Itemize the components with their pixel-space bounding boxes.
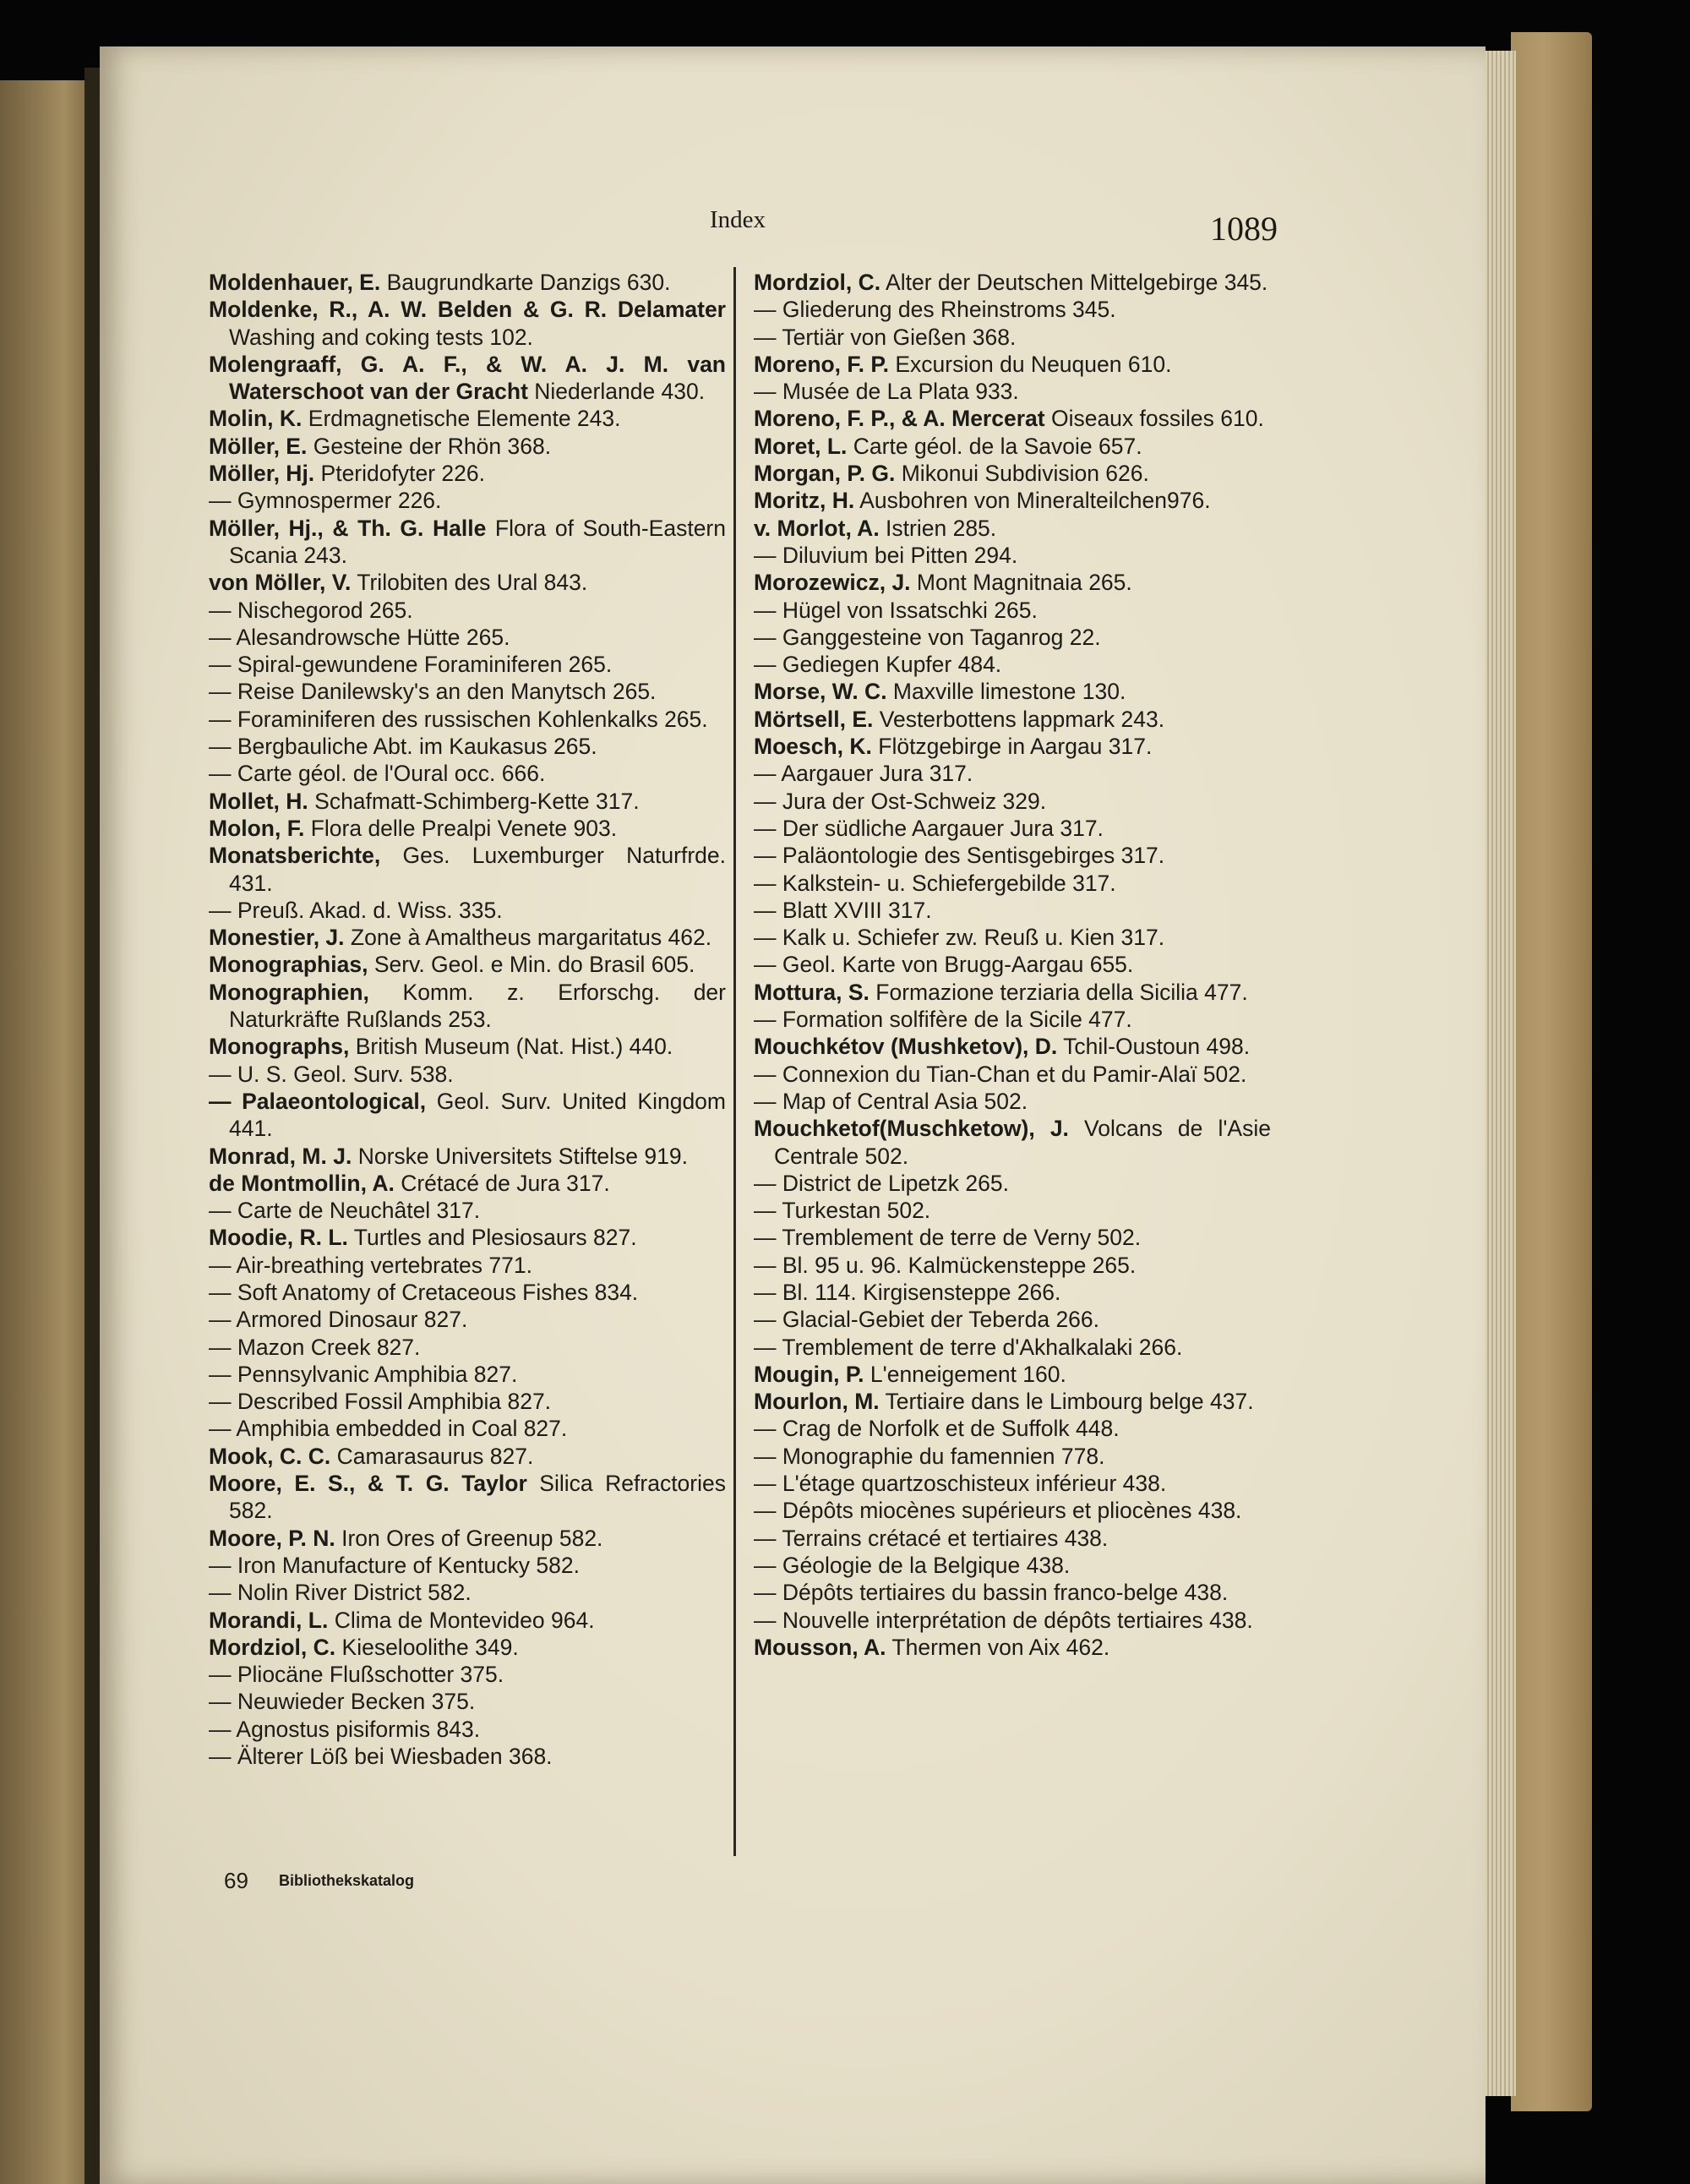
index-entry [209, 760, 726, 787]
index-entry-title: — Geol. Karte von Brugg-Aargau 655. [754, 952, 1134, 978]
index-entry [754, 815, 1271, 842]
index-entry-author: Moodie, R. L. [209, 1225, 348, 1251]
index-entry-title: Flötzgebirge in Aargau 317. [871, 734, 1153, 760]
index-entry-title: — Bl. 95 u. 96. Kalmückensteppe 265. [754, 1252, 1137, 1278]
index-entry-title: Excursion du Neuquen 610. [889, 351, 1172, 377]
index-entry [754, 788, 1271, 815]
index-entry-author: Moldenke, R., A. W. Belden & G. R. Delamater [209, 297, 726, 323]
index-entry-title: Geol. Surv. United Kingdom 441. [229, 1088, 726, 1142]
index-entry [209, 924, 726, 951]
index-column-right [754, 269, 1271, 1661]
index-entry-title: — Der südliche Aargauer Jura 317. [754, 815, 1104, 841]
index-entry-title: — Monographie du famennien 778. [754, 1443, 1105, 1469]
index-column-left [209, 269, 726, 1770]
index-entry [754, 1361, 1271, 1388]
index-entry [209, 1252, 726, 1279]
index-entry-title: Trilobiten des Ural 843. [351, 570, 588, 596]
index-entry [209, 1579, 726, 1606]
index-entry-title: — Tertiär von Gießen 368. [754, 324, 1017, 350]
index-entry [209, 1743, 726, 1770]
index-entry [754, 760, 1271, 787]
running-header-title: Index [710, 206, 766, 233]
index-entry [754, 1061, 1271, 1088]
index-entry [754, 733, 1271, 760]
index-entry [754, 433, 1271, 460]
index-entry [754, 1306, 1271, 1333]
index-entry [754, 1470, 1271, 1497]
index-entry-title: — Carte géol. de l'Oural occ. 666. [209, 761, 546, 787]
index-entry-title: — Mazon Creek 827. [209, 1334, 421, 1360]
index-entry [209, 1607, 726, 1634]
index-entry-title: Erdmagnetische Elemente 243. [302, 406, 621, 432]
index-entry-title: — Soft Anatomy of Cretaceous Fishes 834. [209, 1279, 639, 1305]
index-entry [754, 1006, 1271, 1033]
index-entry-title: Norske Universitets Stiftelse 919. [352, 1143, 688, 1169]
index-entry-title: Mont Magnitnaia 265. [910, 570, 1132, 596]
index-entry-author: Moore, P. N. [209, 1525, 335, 1551]
index-entry [754, 405, 1271, 432]
index-entry-title: — Aargauer Jura 317. [754, 761, 973, 787]
index-entry-title: Iron Ores of Greenup 582. [335, 1525, 603, 1551]
index-entry [209, 706, 726, 733]
index-entry-title: — Carte de Neuchâtel 317. [209, 1198, 481, 1224]
index-entry [209, 269, 726, 296]
index-entry-title: — Agnostus pisiformis 843. [209, 1716, 481, 1742]
index-entry-author: Moore, E. S., & T. G. Taylor [209, 1471, 527, 1497]
index-entry [209, 433, 726, 460]
index-entry-title: Thermen von Aix 462. [886, 1634, 1110, 1660]
index-entry [754, 487, 1271, 514]
index-entry-author: Möller, Hj. [209, 461, 315, 487]
index-entry [209, 1388, 726, 1415]
index-entry-author: Mollet, H. [209, 788, 308, 814]
index-entry [754, 515, 1271, 542]
index-entry-title: — District de Lipetzk 265. [754, 1170, 1009, 1196]
index-entry [209, 1634, 726, 1661]
index-entry-title: — Formation solfifère de la Sicile 477. [754, 1007, 1132, 1033]
signature-number: 69 [224, 1868, 248, 1893]
index-entry-title: Oiseaux fossiles 610. [1044, 406, 1264, 432]
index-entry [754, 979, 1271, 1006]
index-entry [209, 1470, 726, 1525]
index-entry [754, 1252, 1271, 1279]
index-entry-title: — Iron Manufacture of Kentucky 582. [209, 1552, 580, 1578]
index-entry-title: — Amphibia embedded in Coal 827. [209, 1416, 568, 1442]
index-entry-title: — Géologie de la Belgique 438. [754, 1552, 1071, 1578]
index-entry-title: Kieseloolithe 349. [335, 1634, 519, 1660]
index-entry-title: — Nouvelle interprétation de dépôts tertiaires 438. [754, 1607, 1253, 1633]
index-entry [209, 897, 726, 924]
index-entry-title: — Diluvium bei Pitten 294. [754, 542, 1018, 568]
index-entry-title: Niederlande 430. [527, 379, 706, 405]
index-entry-title: — Turkestan 502. [754, 1198, 931, 1224]
index-entry [754, 1552, 1271, 1579]
index-entry [209, 951, 726, 978]
index-entry [754, 597, 1271, 624]
index-entry-title: — Spiral-gewundene Foraminiferen 265. [209, 652, 613, 678]
index-entry-title: — Ganggesteine von Taganrog 22. [754, 624, 1101, 650]
index-entry-author: Monographias, [209, 952, 368, 978]
index-entry [754, 678, 1271, 705]
index-entry-title: Washing and coking tests 102. [229, 324, 533, 350]
index-entry-title: Camarasaurus 827. [330, 1443, 534, 1469]
index-entry-title: Turtles and Plesiosaurs 827. [347, 1225, 637, 1251]
index-entry [754, 296, 1271, 323]
index-entry-author: Monographs, [209, 1034, 350, 1060]
index-entry-author: Molin, K. [209, 406, 303, 432]
index-entry [209, 1306, 726, 1333]
index-entry-title: Vesterbottens lappmark 243. [873, 706, 1165, 732]
index-entry [209, 1661, 726, 1688]
index-entry-title: — Paläontologie des Sentisgebirges 317. [754, 843, 1165, 869]
index-entry [209, 1361, 726, 1388]
index-entry-title: — Bl. 114. Kirgisensteppe 266. [754, 1279, 1061, 1305]
index-entry [209, 487, 726, 514]
index-entry-author: Monographien, [209, 979, 369, 1005]
index-entry [754, 269, 1271, 296]
index-entry [209, 788, 726, 815]
index-entry [209, 678, 726, 705]
index-entry-title: — Tremblement de terre d'Akhalkalaki 266. [754, 1334, 1183, 1360]
index-entry-title: — Crag de Norfolk et de Suffolk 448. [754, 1416, 1120, 1442]
index-entry-title: Flora of South-Eastern Scania 243. [229, 515, 726, 568]
index-entry-title: — Pennsylvanic Amphibia 827. [209, 1361, 518, 1387]
index-entry [754, 870, 1271, 897]
index-entry-title: Schafmatt-Schimberg-Kette 317. [308, 788, 640, 814]
index-entry [754, 897, 1271, 924]
index-entry [754, 1170, 1271, 1197]
index-entry-title: Maxville limestone 130. [886, 679, 1126, 705]
index-entry-author: Moreno, F. P., & A. Mercerat [754, 406, 1045, 432]
index-entry [754, 951, 1271, 978]
index-entry-title: British Museum (Nat. Hist.) 440. [349, 1034, 673, 1060]
index-entry [209, 815, 726, 842]
index-entry [209, 597, 726, 624]
index-entry-title: Alter der Deutschen Mittelgebirge 345. [880, 270, 1268, 295]
index-entry-title: — Alesandrowsche Hütte 265. [209, 624, 510, 650]
index-entry [209, 1279, 726, 1306]
index-entry-author: Morandi, L. [209, 1607, 329, 1633]
index-entry-title: — Nischegorod 265. [209, 597, 413, 623]
index-entry-title: — Blatt XVIII 317. [754, 897, 932, 923]
index-entry-title: Flora delle Prealpi Venete 903. [304, 815, 618, 841]
index-entry-author: Möller, Hj., & Th. G. Halle [209, 515, 487, 541]
index-entry [209, 1716, 726, 1743]
index-entry-title: Istrien 285. [879, 515, 997, 541]
index-entry [209, 460, 726, 487]
index-entry [209, 1415, 726, 1442]
index-entry-author: v. Morlot, A. [754, 515, 880, 541]
index-entry-title: — Armored Dinosaur 827. [209, 1307, 468, 1333]
index-entry-title: — Musée de La Plata 933. [754, 379, 1019, 405]
index-entry-title: Volcans de l'Asie Centrale 502. [774, 1116, 1271, 1169]
index-entry-author: Mordziol, C. [209, 1634, 336, 1660]
index-entry [209, 1033, 726, 1060]
index-entry-author: Mourlon, M. [754, 1389, 880, 1415]
index-entry-title: Komm. z. Erforschg. der Naturkräfte Rußlands 253. [229, 979, 726, 1033]
index-entry-author: Moreno, F. P. [754, 351, 890, 377]
index-entry-author: Monatsberichte, [209, 843, 381, 869]
index-entry [754, 1415, 1271, 1442]
index-entry [754, 1497, 1271, 1524]
index-entry-title: Mikonui Subdivision 626. [895, 461, 1149, 487]
index-entry [754, 1607, 1271, 1634]
index-entry-title: Baugrundkarte Danzigs 630. [380, 270, 671, 295]
index-entry [209, 405, 726, 432]
index-entry-title: Clima de Montevideo 964. [328, 1607, 595, 1633]
index-entry-author: Morgan, P. G. [754, 461, 896, 487]
index-entry [209, 515, 726, 570]
index-entry [209, 1143, 726, 1170]
index-entry-author: Mousson, A. [754, 1634, 886, 1660]
index-entry [209, 1170, 726, 1197]
index-entry [754, 651, 1271, 678]
index-entry-author: Mouchketof(Muschketow), J. [754, 1116, 1069, 1142]
index-entry-author: Mörtsell, E. [754, 706, 874, 732]
index-entry-author: Möller, E. [209, 433, 308, 459]
index-entry [209, 1552, 726, 1579]
index-entry-title: — Tremblement de terre de Verny 502. [754, 1225, 1142, 1251]
index-entry [209, 569, 726, 596]
index-entry [209, 1525, 726, 1552]
index-entry [754, 1525, 1271, 1552]
index-entry-title: Carte géol. de la Savoie 657. [847, 433, 1142, 459]
index-entry-author: Moesch, K. [754, 734, 872, 760]
index-entry-author: Moldenhauer, E. [209, 270, 381, 295]
index-entry [209, 733, 726, 760]
index-entry-author: Mordziol, C. [754, 270, 881, 295]
index-entry [209, 1688, 726, 1715]
index-entry [754, 1279, 1271, 1306]
index-entry-author: Molengraaff, G. A. F., & W. A. J. M. van Waterschoot van der Gracht [209, 351, 726, 405]
book-cover-right [1511, 32, 1592, 2111]
index-entry-title: — Gediegen Kupfer 484. [754, 652, 1002, 678]
index-entry-title: — Hügel von Issatschki 265. [754, 597, 1038, 623]
index-entry [209, 624, 726, 651]
index-entry [754, 1579, 1271, 1606]
index-entry-author: Mook, C. C. [209, 1443, 331, 1469]
index-entry-title: — Nolin River District 582. [209, 1580, 472, 1606]
index-entry [754, 378, 1271, 405]
index-entry-title: — Dépôts miocènes supérieurs et pliocènes 438. [754, 1498, 1242, 1524]
index-entry-author: Morozewicz, J. [754, 570, 911, 596]
index-entry [754, 1033, 1271, 1060]
index-entry [209, 842, 726, 897]
index-entry-title: — L'étage quartzoschisteux inférieur 438. [754, 1471, 1167, 1497]
index-entry-title: — Neuwieder Becken 375. [209, 1689, 476, 1715]
index-entry-title: — Described Fossil Amphibia 827. [209, 1389, 552, 1415]
index-entry-title: — Reise Danilewsky's an den Manytsch 265. [209, 679, 657, 705]
column-divider [733, 267, 736, 1856]
index-entry [209, 1088, 726, 1143]
index-entry [754, 569, 1271, 596]
index-entry-title: — U. S. Geol. Surv. 538. [209, 1061, 454, 1087]
index-entry [754, 1088, 1271, 1115]
index-entry-title: — Glacial-Gebiet der Teberda 266. [754, 1307, 1100, 1333]
index-entry [754, 1197, 1271, 1224]
index-entry [754, 1634, 1271, 1661]
index-entry-title: — Älterer Löß bei Wiesbaden 368. [209, 1744, 553, 1770]
index-entry [754, 324, 1271, 351]
index-entry-title: — Kalk u. Schiefer zw. Reuß u. Kien 317. [754, 925, 1165, 951]
index-entry-author: von Möller, V. [209, 570, 352, 596]
index-entry-title: — Terrains crétacé et tertiaires 438. [754, 1525, 1109, 1551]
index-entry [209, 979, 726, 1034]
index-entry-title: — Dépôts tertiaires du bassin franco-belge 438. [754, 1580, 1229, 1606]
index-entry [754, 706, 1271, 733]
index-entry [754, 924, 1271, 951]
index-entry-title: — Foraminiferen des russischen Kohlenkalks 265. [209, 706, 708, 732]
index-entry-title: Pteridofyter 226. [314, 461, 485, 487]
index-entry-author: Monrad, M. J. [209, 1143, 352, 1169]
index-entry-title: Silica Refractories 582. [229, 1471, 726, 1524]
index-entry [754, 624, 1271, 651]
index-entry-author: Morse, W. C. [754, 679, 887, 705]
index-entry [209, 1197, 726, 1224]
index-entry [209, 296, 726, 351]
index-entry-title: — Pliocäne Flußschotter 375. [209, 1662, 504, 1688]
index-entry-title: Crétacé de Jura 317. [394, 1170, 610, 1196]
index-entry [754, 351, 1271, 378]
index-entry-author: Mouchkétov (Mushketov), D. [754, 1034, 1058, 1060]
index-entry-author: Molon, F. [209, 815, 305, 841]
index-entry [754, 542, 1271, 569]
index-entry-title: Tertiaire dans le Limbourg belge 437. [879, 1389, 1254, 1415]
index-entry [754, 1115, 1271, 1170]
index-entry-author: Mottura, S. [754, 979, 870, 1005]
index-entry [754, 1443, 1271, 1470]
index-entry [209, 1224, 726, 1251]
index-entry-author: Monestier, J. [209, 925, 345, 951]
index-entry-title: — Bergbauliche Abt. im Kaukasus 265. [209, 734, 597, 760]
index-entry-title: — Air-breathing vertebrates 771. [209, 1252, 532, 1278]
index-entry-author: de Montmollin, A. [209, 1170, 395, 1196]
index-entry-title: Gesteine der Rhön 368. [307, 433, 552, 459]
index-entry-title: L'enneigement 160. [864, 1361, 1066, 1387]
index-entry-author: — Palaeontological, [209, 1088, 427, 1114]
index-entry-title: Ausbohren von Mineralteilchen976. [854, 488, 1211, 514]
index-entry-title: — Connexion du Tian-Chan et du Pamir-Alaï 502. [754, 1061, 1247, 1087]
index-entry-title: Formazione terziaria della Sicilia 477. [869, 979, 1248, 1005]
signature-label: Bibliothekskatalog [279, 1872, 415, 1889]
index-entry [754, 460, 1271, 487]
index-entry-title: — Jura der Ost-Schweiz 329. [754, 788, 1047, 814]
index-entry [209, 1061, 726, 1088]
index-entry-title: — Map of Central Asia 502. [754, 1088, 1028, 1114]
index-entry-author: Mougin, P. [754, 1361, 864, 1387]
index-entry-title: — Gymnospermer 226. [209, 488, 442, 514]
book-cover-left [0, 80, 91, 2184]
index-entry [754, 1224, 1271, 1251]
index-entry-author: Moret, L. [754, 433, 848, 459]
page-number: 1089 [1210, 210, 1278, 248]
index-entry [209, 351, 726, 406]
index-entry-title: Serv. Geol. e Min. do Brasil 605. [368, 952, 695, 978]
index-entry-author: Moritz, H. [754, 488, 855, 514]
index-entry [754, 1388, 1271, 1415]
index-entry-title: — Kalkstein- u. Schiefergebilde 317. [754, 870, 1116, 896]
index-entry-title: — Preuß. Akad. d. Wiss. 335. [209, 897, 503, 923]
index-entry [209, 1443, 726, 1470]
index-entry [209, 651, 726, 678]
index-entry [754, 1334, 1271, 1361]
index-entry [209, 1334, 726, 1361]
index-entry [754, 842, 1271, 869]
index-entry-title: Ges. Luxemburger Naturfrde. 431. [229, 843, 726, 896]
index-entry-title: Zone à Amaltheus margaritatus 462. [344, 925, 712, 951]
index-entry-title: Tchil-Oustoun 498. [1057, 1034, 1251, 1060]
index-entry-title: — Gliederung des Rheinstroms 345. [754, 297, 1116, 323]
